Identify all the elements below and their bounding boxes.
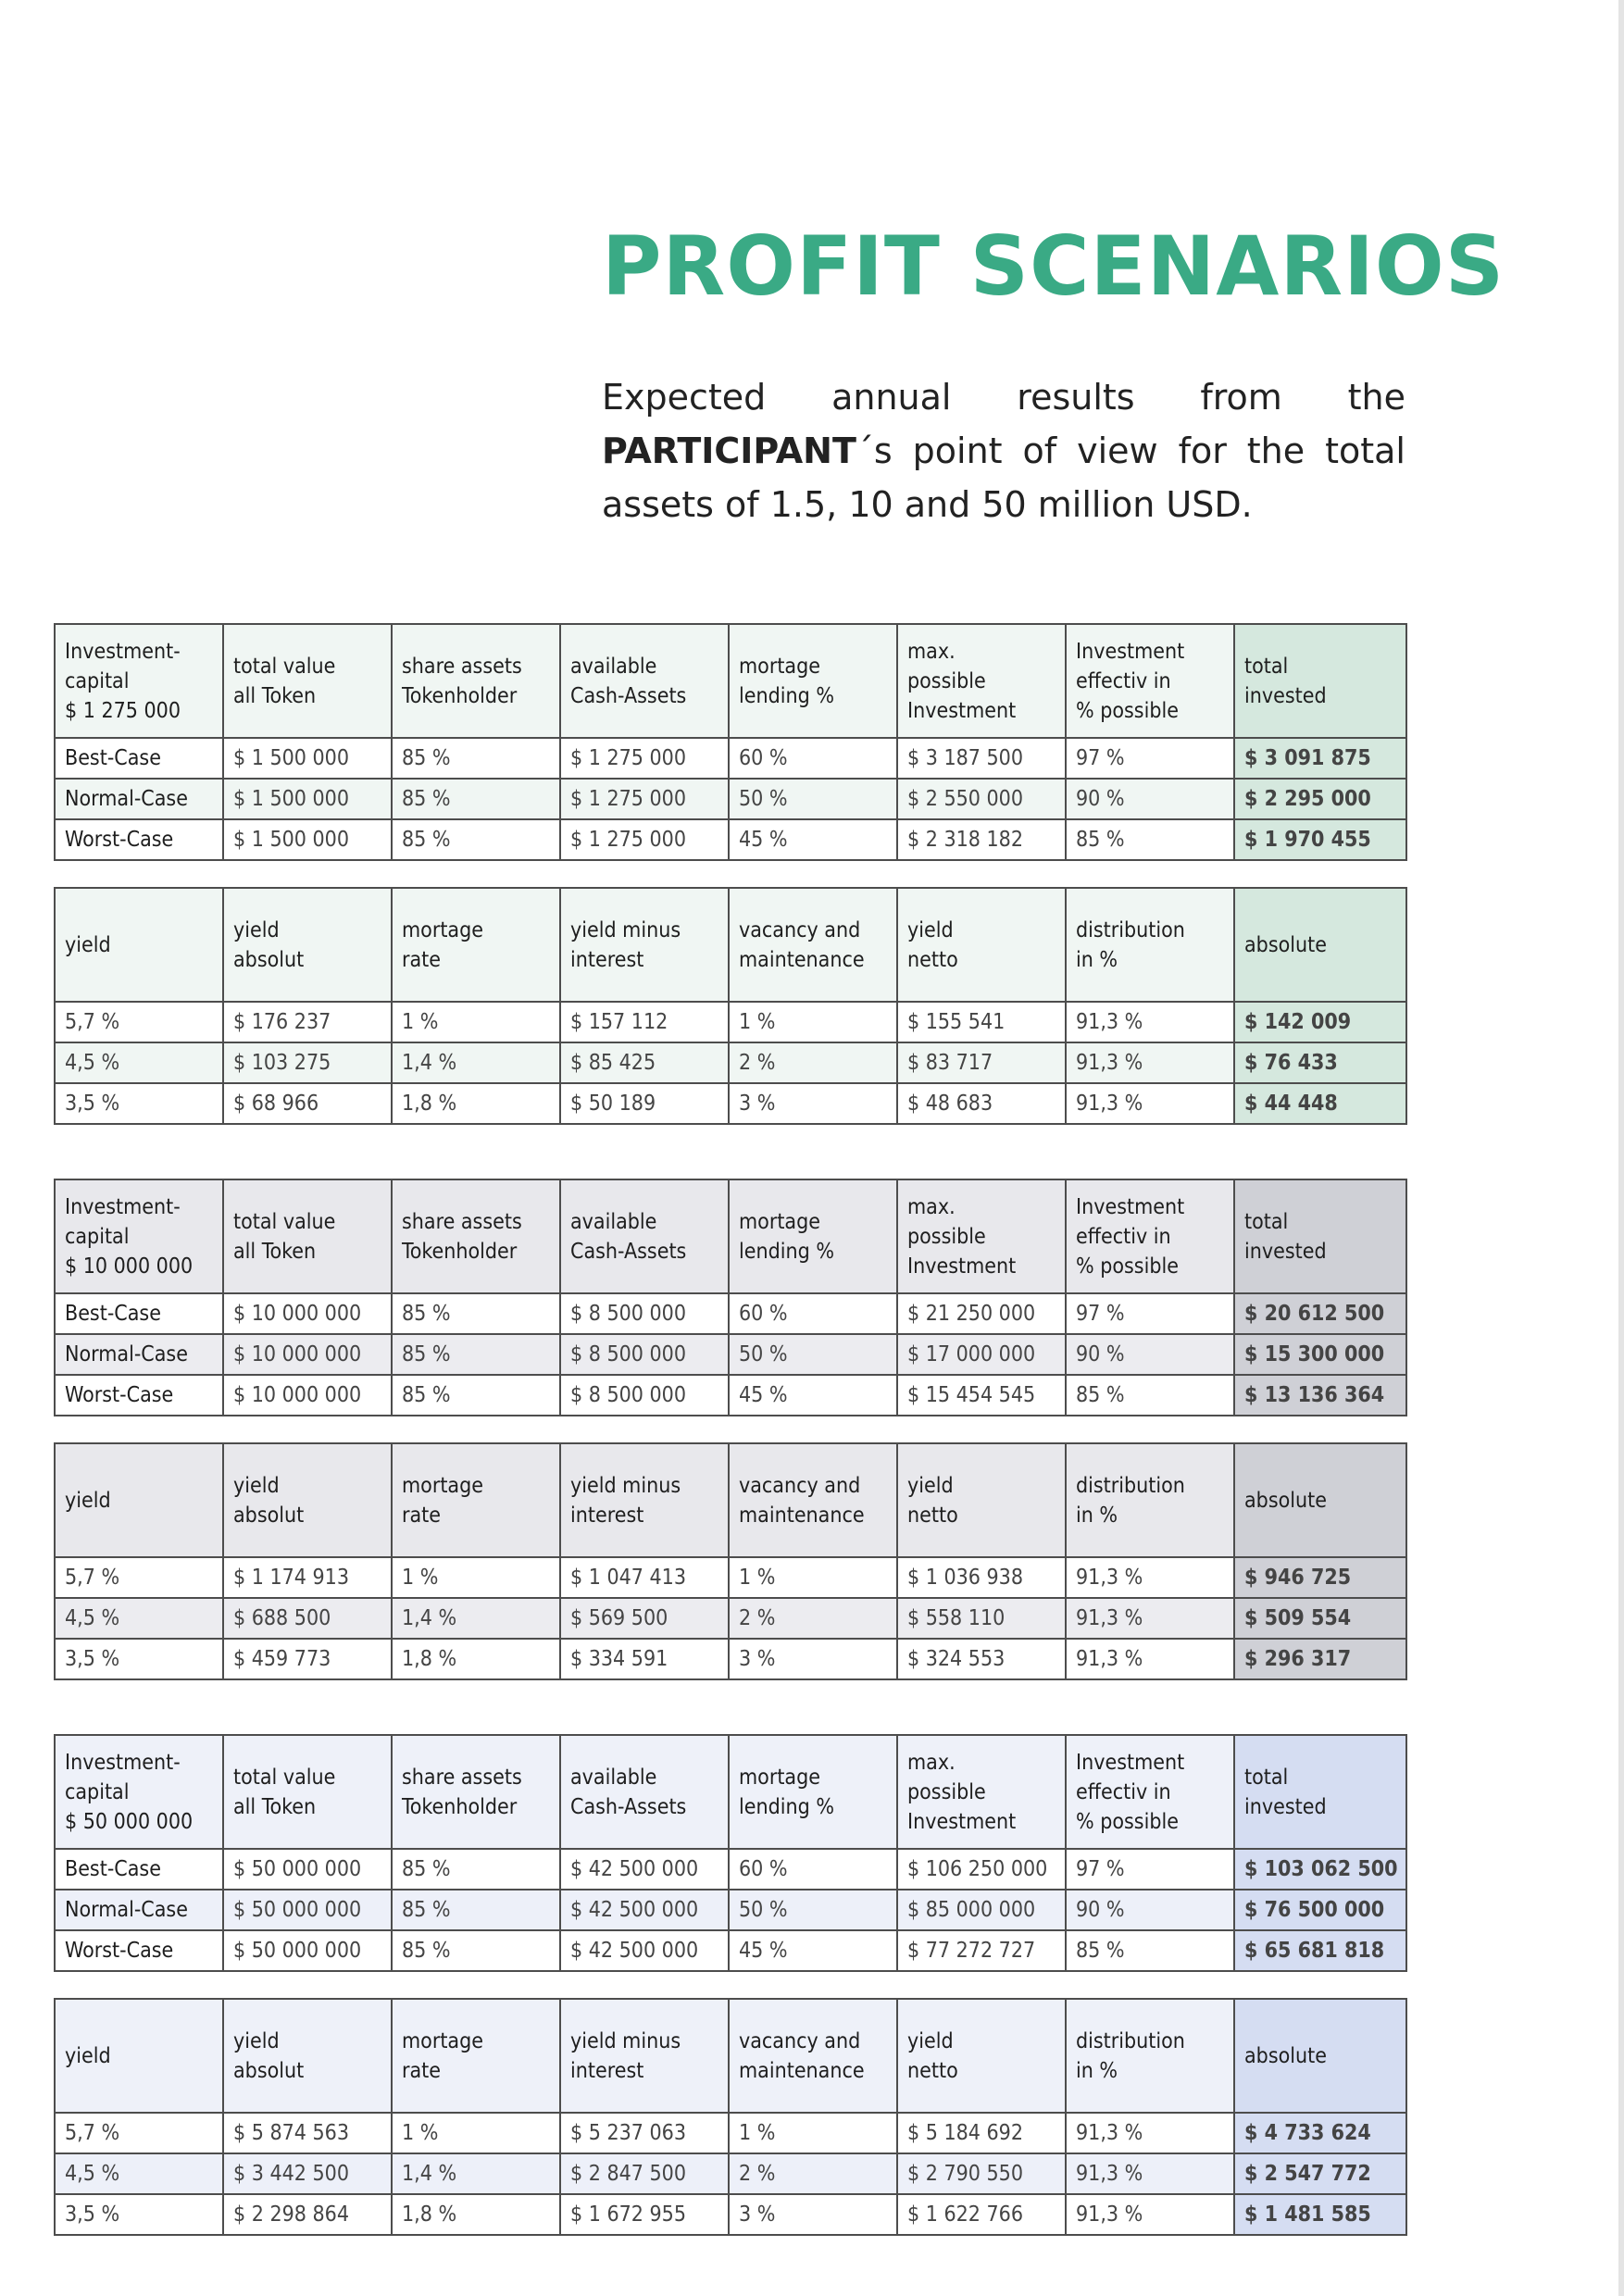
yield-row bbox=[55, 2194, 1406, 2235]
yield-cell: $ 2 847 500 bbox=[560, 2153, 729, 2194]
scenario-cell: Normal-Case bbox=[55, 1890, 223, 1930]
yield-cell: $ 5 184 692 bbox=[897, 2113, 1066, 2153]
scenario-total-cell: $ 103 062 500 bbox=[1234, 1849, 1406, 1890]
scenario-cell: Best-Case bbox=[55, 1293, 223, 1334]
yield-row bbox=[55, 1598, 1406, 1639]
yield-header-cell: mortage rate bbox=[392, 1443, 560, 1557]
intro-text-start: Expected annual results from the bbox=[602, 377, 1405, 418]
yield-row bbox=[55, 1557, 1406, 1598]
scenario-cell: $ 15 454 545 bbox=[897, 1375, 1066, 1416]
scenario-header-cell: total value all Token bbox=[223, 1179, 392, 1293]
yield-cell: $ 1 672 955 bbox=[560, 2194, 729, 2235]
yield-table-0 bbox=[54, 887, 1407, 1125]
scenario-header-cell: Investment- capital $ 50 000 000 bbox=[55, 1735, 223, 1849]
scenario-header-cell: available Cash-Assets bbox=[560, 1179, 729, 1293]
yield-header-cell: yield minus interest bbox=[560, 1443, 729, 1557]
yield-cell: 2 % bbox=[729, 1598, 897, 1639]
yield-cell: 4,5 % bbox=[55, 2153, 223, 2194]
scenario-cell: $ 50 000 000 bbox=[223, 1849, 392, 1890]
yield-cell: 1,4 % bbox=[392, 2153, 560, 2194]
scenario-cell: $ 1 275 000 bbox=[560, 819, 729, 860]
yield-cell: $ 176 237 bbox=[223, 1002, 392, 1042]
yield-header-row bbox=[55, 1999, 1406, 2113]
scenario-cell: 85 % bbox=[1066, 1375, 1234, 1416]
scenario-cell: $ 85 000 000 bbox=[897, 1890, 1066, 1930]
yield-total-cell: $ 44 448 bbox=[1234, 1083, 1406, 1124]
yield-header-cell: yield bbox=[55, 1999, 223, 2113]
scenario-cell: 85 % bbox=[392, 1930, 560, 1971]
scenario-header-cell: total invested bbox=[1234, 1735, 1406, 1849]
yield-cell: $ 334 591 bbox=[560, 1639, 729, 1679]
yield-table-1 bbox=[54, 1442, 1407, 1680]
scenario-cell: $ 50 000 000 bbox=[223, 1930, 392, 1971]
scenario-row bbox=[55, 1849, 1406, 1890]
scenario-header-cell: Investment effectiv in % possible bbox=[1066, 1735, 1234, 1849]
yield-cell: $ 5 874 563 bbox=[223, 2113, 392, 2153]
yield-header-cell: yield absolut bbox=[223, 1999, 392, 2113]
scenario-cell: 85 % bbox=[392, 1334, 560, 1375]
yield-cell: 91,3 % bbox=[1066, 1639, 1234, 1679]
yield-cell: 91,3 % bbox=[1066, 1598, 1234, 1639]
scenario-total-cell: $ 20 612 500 bbox=[1234, 1293, 1406, 1334]
yield-cell: 3,5 % bbox=[55, 1083, 223, 1124]
yield-cell: 3 % bbox=[729, 1083, 897, 1124]
scenario-cell: $ 42 500 000 bbox=[560, 1890, 729, 1930]
scenario-cell: 45 % bbox=[729, 819, 897, 860]
yield-cell: 91,3 % bbox=[1066, 1042, 1234, 1083]
scenario-total-cell: $ 13 136 364 bbox=[1234, 1375, 1406, 1416]
yield-header-cell: distribution in % bbox=[1066, 1443, 1234, 1557]
scenario-total-cell: $ 2 295 000 bbox=[1234, 779, 1406, 819]
yield-header-cell: vacancy and maintenance bbox=[729, 1443, 897, 1557]
yield-header-cell: absolute bbox=[1234, 1999, 1406, 2113]
yield-cell: 91,3 % bbox=[1066, 1083, 1234, 1124]
scenario-cell: 45 % bbox=[729, 1930, 897, 1971]
scenario-cell: $ 10 000 000 bbox=[223, 1334, 392, 1375]
yield-total-cell: $ 142 009 bbox=[1234, 1002, 1406, 1042]
scenario-cell: 85 % bbox=[392, 1293, 560, 1334]
intro-paragraph bbox=[602, 370, 1405, 531]
scenario-cell: Best-Case bbox=[55, 738, 223, 779]
scenario-cell: 50 % bbox=[729, 1334, 897, 1375]
yield-total-cell: $ 296 317 bbox=[1234, 1639, 1406, 1679]
yield-total-cell: $ 76 433 bbox=[1234, 1042, 1406, 1083]
yield-table-2 bbox=[54, 1998, 1407, 2236]
yield-cell: $ 2 298 864 bbox=[223, 2194, 392, 2235]
scenario-cell: 97 % bbox=[1066, 1293, 1234, 1334]
scenario-cell: 90 % bbox=[1066, 779, 1234, 819]
yield-row bbox=[55, 1083, 1406, 1124]
yield-cell: $ 83 717 bbox=[897, 1042, 1066, 1083]
intro-participant-bold: PARTICIPANT bbox=[602, 430, 856, 471]
yield-total-cell: $ 2 547 772 bbox=[1234, 2153, 1406, 2194]
yield-cell: $ 50 189 bbox=[560, 1083, 729, 1124]
yield-header-cell: absolute bbox=[1234, 1443, 1406, 1557]
scenario-cell: $ 8 500 000 bbox=[560, 1375, 729, 1416]
scenario-header-row bbox=[55, 1179, 1406, 1293]
scenario-header-cell: max. possible Investment bbox=[897, 1735, 1066, 1849]
yield-cell: 1,8 % bbox=[392, 1083, 560, 1124]
yield-cell: 2 % bbox=[729, 2153, 897, 2194]
yield-cell: $ 1 622 766 bbox=[897, 2194, 1066, 2235]
scenario-cell: Worst-Case bbox=[55, 1930, 223, 1971]
yield-cell: 4,5 % bbox=[55, 1042, 223, 1083]
scenario-cell: $ 8 500 000 bbox=[560, 1334, 729, 1375]
scenario-row bbox=[55, 1293, 1406, 1334]
yield-header-cell: yield minus interest bbox=[560, 1999, 729, 2113]
scenario-cell: 85 % bbox=[392, 779, 560, 819]
scenario-header-row bbox=[55, 1735, 1406, 1849]
scenario-header-row bbox=[55, 624, 1406, 738]
yield-cell: 5,7 % bbox=[55, 1002, 223, 1042]
scenario-header-cell: available Cash-Assets bbox=[560, 1735, 729, 1849]
scenario-cell: $ 10 000 000 bbox=[223, 1293, 392, 1334]
yield-cell: $ 1 036 938 bbox=[897, 1557, 1066, 1598]
yield-cell: $ 2 790 550 bbox=[897, 2153, 1066, 2194]
scenario-cell: 50 % bbox=[729, 779, 897, 819]
scenario-header-cell: max. possible Investment bbox=[897, 1179, 1066, 1293]
scenario-table-1 bbox=[54, 1179, 1407, 1416]
yield-row bbox=[55, 2113, 1406, 2153]
yield-header-cell: mortage rate bbox=[392, 888, 560, 1002]
scenario-total-cell: $ 76 500 000 bbox=[1234, 1890, 1406, 1930]
yield-total-cell: $ 946 725 bbox=[1234, 1557, 1406, 1598]
yield-header-cell: yield minus interest bbox=[560, 888, 729, 1002]
scenario-cell: $ 17 000 000 bbox=[897, 1334, 1066, 1375]
scenario-cell: $ 77 272 727 bbox=[897, 1930, 1066, 1971]
scenario-header-cell: Investment- capital $ 10 000 000 bbox=[55, 1179, 223, 1293]
scenario-cell: $ 2 318 182 bbox=[897, 819, 1066, 860]
scenario-cell: $ 50 000 000 bbox=[223, 1890, 392, 1930]
scenario-cell: 90 % bbox=[1066, 1890, 1234, 1930]
yield-header-cell: yield bbox=[55, 1443, 223, 1557]
scenario-header-cell: Investment- capital $ 1 275 000 bbox=[55, 624, 223, 738]
scenario-row bbox=[55, 1890, 1406, 1930]
yield-cell: $ 459 773 bbox=[223, 1639, 392, 1679]
scenario-table-2 bbox=[54, 1734, 1407, 1972]
yield-row bbox=[55, 1042, 1406, 1083]
yield-header-cell: absolute bbox=[1234, 888, 1406, 1002]
yield-header-cell: yield bbox=[55, 888, 223, 1002]
yield-header-cell: distribution in % bbox=[1066, 888, 1234, 1002]
scenario-row bbox=[55, 1930, 1406, 1971]
scenario-cell: $ 1 500 000 bbox=[223, 819, 392, 860]
yield-cell: $ 324 553 bbox=[897, 1639, 1066, 1679]
scenario-cell: Worst-Case bbox=[55, 1375, 223, 1416]
yield-cell: 3 % bbox=[729, 1639, 897, 1679]
scenario-total-cell: $ 65 681 818 bbox=[1234, 1930, 1406, 1971]
scenario-table-0 bbox=[54, 623, 1407, 861]
yield-cell: $ 569 500 bbox=[560, 1598, 729, 1639]
yield-header-cell: yield absolut bbox=[223, 1443, 392, 1557]
scenario-header-cell: share assets Tokenholder bbox=[392, 1179, 560, 1293]
scenario-cell: $ 106 250 000 bbox=[897, 1849, 1066, 1890]
yield-cell: $ 157 112 bbox=[560, 1002, 729, 1042]
scenario-row bbox=[55, 819, 1406, 860]
scenario-cell: Worst-Case bbox=[55, 819, 223, 860]
scenario-cell: Normal-Case bbox=[55, 779, 223, 819]
scenario-cell: 85 % bbox=[392, 738, 560, 779]
yield-cell: 1,8 % bbox=[392, 2194, 560, 2235]
scenario-header-cell: Investment effectiv in % possible bbox=[1066, 624, 1234, 738]
page-edge-strip bbox=[1618, 0, 1624, 2296]
yield-row bbox=[55, 1639, 1406, 1679]
scenario-cell: Normal-Case bbox=[55, 1334, 223, 1375]
yield-cell: 1 % bbox=[729, 1002, 897, 1042]
yield-header-cell: yield netto bbox=[897, 1443, 1066, 1557]
scenario-header-cell: Investment effectiv in % possible bbox=[1066, 1179, 1234, 1293]
yield-header-cell: vacancy and maintenance bbox=[729, 1999, 897, 2113]
scenario-cell: 60 % bbox=[729, 1293, 897, 1334]
yield-cell: $ 5 237 063 bbox=[560, 2113, 729, 2153]
scenario-header-cell: total value all Token bbox=[223, 624, 392, 738]
yield-cell: 3,5 % bbox=[55, 1639, 223, 1679]
yield-cell: 1,4 % bbox=[392, 1042, 560, 1083]
scenario-header-cell: total value all Token bbox=[223, 1735, 392, 1849]
yield-cell: $ 155 541 bbox=[897, 1002, 1066, 1042]
yield-cell: 1 % bbox=[729, 1557, 897, 1598]
yield-cell: $ 103 275 bbox=[223, 1042, 392, 1083]
scenario-cell: Best-Case bbox=[55, 1849, 223, 1890]
scenario-cell: 45 % bbox=[729, 1375, 897, 1416]
yield-cell: 5,7 % bbox=[55, 2113, 223, 2153]
scenario-cell: 85 % bbox=[1066, 819, 1234, 860]
scenario-row bbox=[55, 1375, 1406, 1416]
yield-cell: $ 1 047 413 bbox=[560, 1557, 729, 1598]
scenario-cell: $ 1 500 000 bbox=[223, 779, 392, 819]
yield-cell: 2 % bbox=[729, 1042, 897, 1083]
yield-cell: 3,5 % bbox=[55, 2194, 223, 2235]
scenario-cell: $ 1 275 000 bbox=[560, 779, 729, 819]
yield-header-cell: distribution in % bbox=[1066, 1999, 1234, 2113]
yield-cell: 91,3 % bbox=[1066, 1557, 1234, 1598]
scenario-cell: 85 % bbox=[1066, 1930, 1234, 1971]
yield-cell: 5,7 % bbox=[55, 1557, 223, 1598]
scenario-cell: $ 1 275 000 bbox=[560, 738, 729, 779]
scenario-cell: 85 % bbox=[392, 1849, 560, 1890]
yield-header-row bbox=[55, 888, 1406, 1002]
scenario-cell: 85 % bbox=[392, 819, 560, 860]
scenario-cell: 85 % bbox=[392, 1890, 560, 1930]
scenario-cell: $ 42 500 000 bbox=[560, 1930, 729, 1971]
scenario-cell: 97 % bbox=[1066, 738, 1234, 779]
scenario-cell: $ 42 500 000 bbox=[560, 1849, 729, 1890]
scenario-row bbox=[55, 738, 1406, 779]
yield-cell: $ 3 442 500 bbox=[223, 2153, 392, 2194]
yield-row bbox=[55, 1002, 1406, 1042]
scenario-header-cell: mortage lending % bbox=[729, 1179, 897, 1293]
scenario-header-cell: total invested bbox=[1234, 624, 1406, 738]
scenario-cell: 85 % bbox=[392, 1375, 560, 1416]
yield-cell: $ 558 110 bbox=[897, 1598, 1066, 1639]
yield-total-cell: $ 4 733 624 bbox=[1234, 2113, 1406, 2153]
yield-header-cell: yield netto bbox=[897, 1999, 1066, 2113]
scenario-header-cell: max. possible Investment bbox=[897, 624, 1066, 738]
yield-cell: 1 % bbox=[392, 1557, 560, 1598]
scenario-cell: $ 8 500 000 bbox=[560, 1293, 729, 1334]
yield-header-cell: vacancy and maintenance bbox=[729, 888, 897, 1002]
scenario-cell: $ 21 250 000 bbox=[897, 1293, 1066, 1334]
yield-row bbox=[55, 2153, 1406, 2194]
scenario-header-cell: total invested bbox=[1234, 1179, 1406, 1293]
scenario-cell: $ 3 187 500 bbox=[897, 738, 1066, 779]
yield-header-cell: yield netto bbox=[897, 888, 1066, 1002]
yield-header-row bbox=[55, 1443, 1406, 1557]
yield-cell: 1,8 % bbox=[392, 1639, 560, 1679]
yield-cell: 91,3 % bbox=[1066, 1002, 1234, 1042]
yield-cell: 4,5 % bbox=[55, 1598, 223, 1639]
yield-cell: $ 688 500 bbox=[223, 1598, 392, 1639]
yield-cell: 91,3 % bbox=[1066, 2113, 1234, 2153]
scenario-cell: 60 % bbox=[729, 738, 897, 779]
scenario-row bbox=[55, 1334, 1406, 1375]
scenario-cell: 60 % bbox=[729, 1849, 897, 1890]
yield-cell: 1 % bbox=[392, 1002, 560, 1042]
scenario-header-cell: share assets Tokenholder bbox=[392, 624, 560, 738]
yield-cell: 91,3 % bbox=[1066, 2194, 1234, 2235]
intro-text-end: ´s point of view for the total assets of 1.5, 10 and 50 million USD. bbox=[602, 430, 1405, 525]
yield-cell: 1 % bbox=[392, 2113, 560, 2153]
yield-total-cell: $ 1 481 585 bbox=[1234, 2194, 1406, 2235]
scenario-cell: 90 % bbox=[1066, 1334, 1234, 1375]
yield-cell: 1 % bbox=[729, 2113, 897, 2153]
yield-cell: $ 85 425 bbox=[560, 1042, 729, 1083]
scenario-cell: $ 10 000 000 bbox=[223, 1375, 392, 1416]
yield-cell: $ 48 683 bbox=[897, 1083, 1066, 1124]
scenario-header-cell: mortage lending % bbox=[729, 1735, 897, 1849]
scenario-header-cell: mortage lending % bbox=[729, 624, 897, 738]
yield-header-cell: yield absolut bbox=[223, 888, 392, 1002]
yield-cell: 1,4 % bbox=[392, 1598, 560, 1639]
scenario-header-cell: available Cash-Assets bbox=[560, 624, 729, 738]
scenario-total-cell: $ 3 091 875 bbox=[1234, 738, 1406, 779]
scenario-cell: 50 % bbox=[729, 1890, 897, 1930]
yield-cell: 3 % bbox=[729, 2194, 897, 2235]
yield-header-cell: mortage rate bbox=[392, 1999, 560, 2113]
scenario-cell: $ 1 500 000 bbox=[223, 738, 392, 779]
scenario-cell: 97 % bbox=[1066, 1849, 1234, 1890]
yield-total-cell: $ 509 554 bbox=[1234, 1598, 1406, 1639]
yield-cell: $ 68 966 bbox=[223, 1083, 392, 1124]
page-title: PROFIT SCENARIOS bbox=[602, 218, 1505, 314]
scenario-total-cell: $ 1 970 455 bbox=[1234, 819, 1406, 860]
scenario-total-cell: $ 15 300 000 bbox=[1234, 1334, 1406, 1375]
yield-cell: 91,3 % bbox=[1066, 2153, 1234, 2194]
scenario-header-cell: share assets Tokenholder bbox=[392, 1735, 560, 1849]
yield-cell: $ 1 174 913 bbox=[223, 1557, 392, 1598]
scenario-row bbox=[55, 779, 1406, 819]
scenario-cell: $ 2 550 000 bbox=[897, 779, 1066, 819]
